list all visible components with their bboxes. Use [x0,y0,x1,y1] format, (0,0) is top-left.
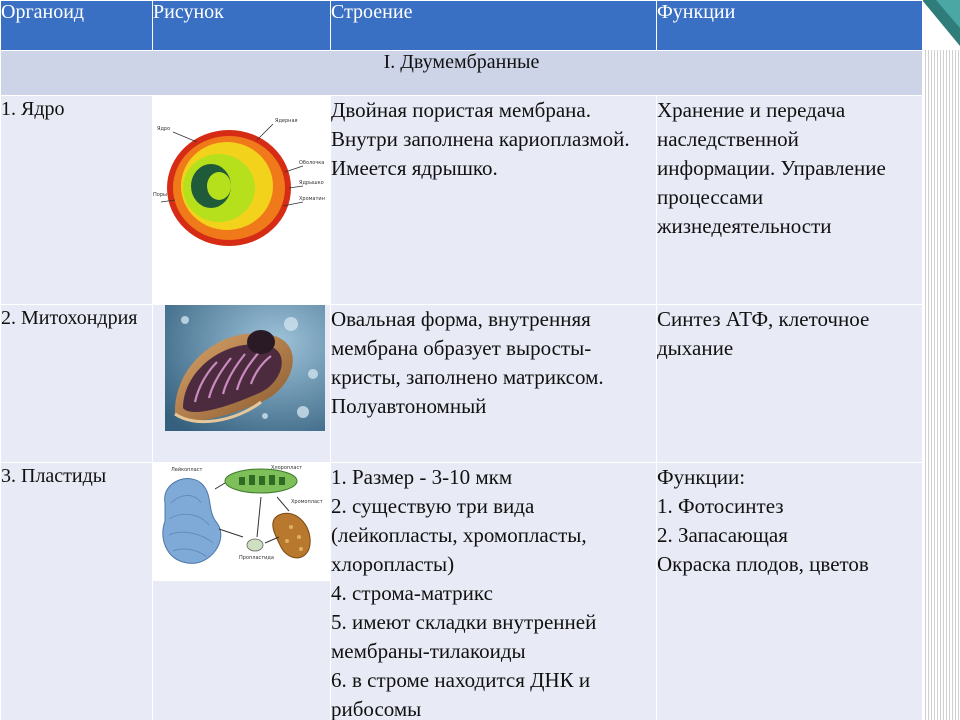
mitochondrion-structure: Овальная форма, внутренняя мембрана образует выросты-кристы, заполнено матриксом. Полуавтономный [331,305,657,463]
svg-text:Оболочка: Оболочка [299,160,325,166]
function-line: 2. Запасающая [657,523,788,547]
svg-text:Хромопласт: Хромопласт [291,499,323,505]
decorative-corner-triangle-light [936,0,960,28]
header-organoid: Органоид [1,1,153,51]
table-row-plastids [1,463,923,720]
section-row [1,51,923,96]
structure-line: 5. имеют складки внутренней мембраны-тилакоиды [331,610,597,663]
nucleus-structure: Двойная пористая мембрана. Внутри заполнена кариоплазмой. Имеется ядрышко. [331,96,657,305]
plastids-structure [331,463,657,720]
structure-line: 4. строма-матрикс [331,581,493,605]
nucleus-illustration [153,96,331,304]
organoid-name: 2. Митохондрия [1,305,153,463]
header-structure: Строение [331,1,657,51]
nucleus-functions: Хранение и передача наследственной информации. Управление процессами жизнедеятельности [657,96,923,305]
svg-text:Поры: Поры [153,192,167,198]
mitochondrion-illustration [165,305,325,432]
table-row-nucleus [1,96,923,305]
organoid-name: 3. Пластиды [1,463,153,720]
nucleus-picture [153,96,331,305]
structure-line: 6. в строме находится ДНК и рибосомы [331,668,591,720]
plastids-illustration [153,463,331,581]
svg-text:Хроматин: Хроматин [299,196,325,202]
organoid-name: 1. Ядро [1,96,153,305]
plastids-picture [153,463,331,720]
svg-text:Ядрышко: Ядрышко [299,180,324,186]
header-functions: Функции [657,1,923,51]
section-title: I. Двумембранные [1,51,923,96]
svg-text:Ядро: Ядро [157,126,171,132]
svg-text:Пропластида: Пропластида [239,555,274,561]
decorative-stripe [922,0,960,720]
function-line: Функции: [657,465,746,489]
table-row-mitochondrion [1,305,923,463]
plastids-functions [657,463,923,720]
structure-line: 1. Размер - 3-10 мкм [331,465,513,489]
mitochondrion-picture [153,305,331,463]
svg-text:Ядерная: Ядерная [275,118,298,124]
svg-text:Лейкопласт: Лейкопласт [171,467,203,473]
mitochondrion-functions: Синтез АТФ, клеточное дыхание [657,305,923,463]
svg-text:Хлоропласт: Хлоропласт [271,465,303,471]
function-line: 1. Фотосинтез [657,494,784,518]
header-picture: Рисунок [153,1,331,51]
function-line: Окраска плодов, цветов [657,552,869,576]
structure-line: 2. существую три вида (лейкопласты, хромопласты, хлоропласты) [331,494,587,576]
table-header-row [1,1,923,51]
